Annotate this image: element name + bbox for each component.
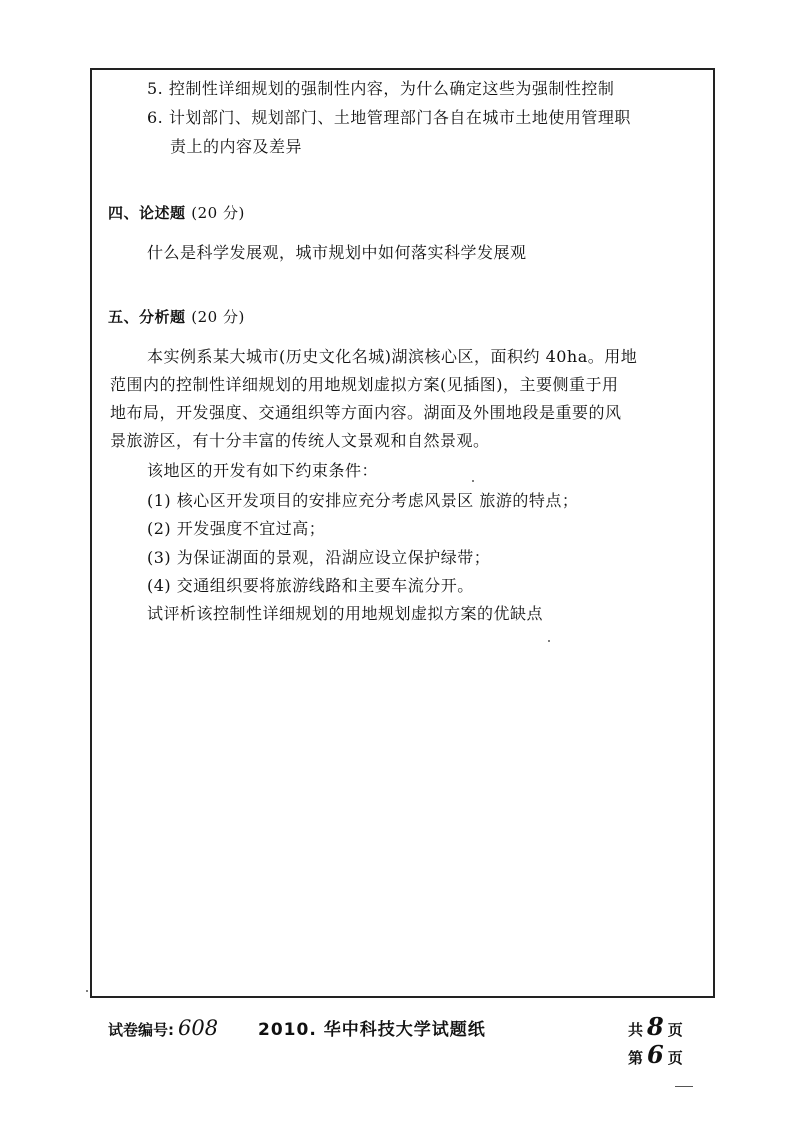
paper-number — [108, 1016, 222, 1040]
constraints-intro: 该地区的开发有如下约束条件： — [147, 461, 379, 480]
section5-paragraph-line: 范围内的控制性详细规划的用地规划虚拟方案(见插图)，主要侧重于用 — [110, 375, 619, 394]
total-pages-handwritten: 8 — [647, 1012, 664, 1041]
exam-title: 2010. 华中科技大学试题纸 — [258, 1020, 486, 1040]
scan-speck — [548, 640, 550, 642]
section5-paragraph-line: 景旅游区，有十分丰富的传统人文景观和自然景观。 — [110, 431, 490, 450]
total-pages — [628, 1012, 683, 1041]
page-number-handwritten: 6 — [647, 1040, 664, 1069]
scan-speck — [675, 1086, 693, 1087]
section4-question: 什么是科学发展观，城市规划中如何落实科学发展观 — [147, 243, 527, 262]
page-number — [628, 1040, 683, 1069]
section5-paragraph-line: 地布局，开发强度、交通组织等方面内容。湖面及外围地段是重要的风 — [110, 403, 622, 422]
page-suffix: 页 — [667, 1049, 683, 1067]
question-6-line2: 责上的内容及差异 — [170, 137, 303, 156]
paper-number-handwritten: 608 — [178, 1016, 219, 1040]
section5-heading — [108, 306, 245, 328]
section4-title: 四、论述题 — [108, 204, 186, 222]
section5-title: 五、分析题 — [108, 308, 186, 326]
section4-heading — [108, 202, 245, 224]
total-suffix: 页 — [667, 1021, 683, 1039]
total-prefix: 共 — [628, 1021, 644, 1039]
page-prefix: 第 — [628, 1049, 644, 1067]
constraint-item: (2) 开发强度不宜过高； — [147, 519, 326, 538]
scan-speck — [472, 480, 474, 482]
section5-points: (20 分) — [191, 308, 245, 326]
paper-number-label: 试卷编号: — [108, 1021, 174, 1039]
analysis-task: 试评析该控制性详细规划的用地规划虚拟方案的优缺点 — [147, 604, 544, 623]
constraint-item: (4) 交通组织要将旅游线路和主要车流分开。 — [147, 576, 474, 595]
constraint-item: (3) 为保证湖面的景观，沿湖应设立保护绿带； — [147, 548, 491, 567]
section4-points: (20 分) — [191, 204, 245, 222]
question-5: 5. 控制性详细规划的强制性内容，为什么确定这些为强制性控制 — [147, 79, 615, 98]
scan-speck — [86, 990, 88, 992]
section5-paragraph-line: 本实例系某大城市(历史文化名城)湖滨核心区，面积约 40ha。用地 — [147, 347, 638, 366]
constraint-item: (1) 核心区开发项目的安排应充分考虑风景区 旅游的特点； — [147, 491, 579, 510]
question-6-line1: 6. 计划部门、规划部门、土地管理部门各自在城市土地使用管理职 — [147, 108, 631, 127]
